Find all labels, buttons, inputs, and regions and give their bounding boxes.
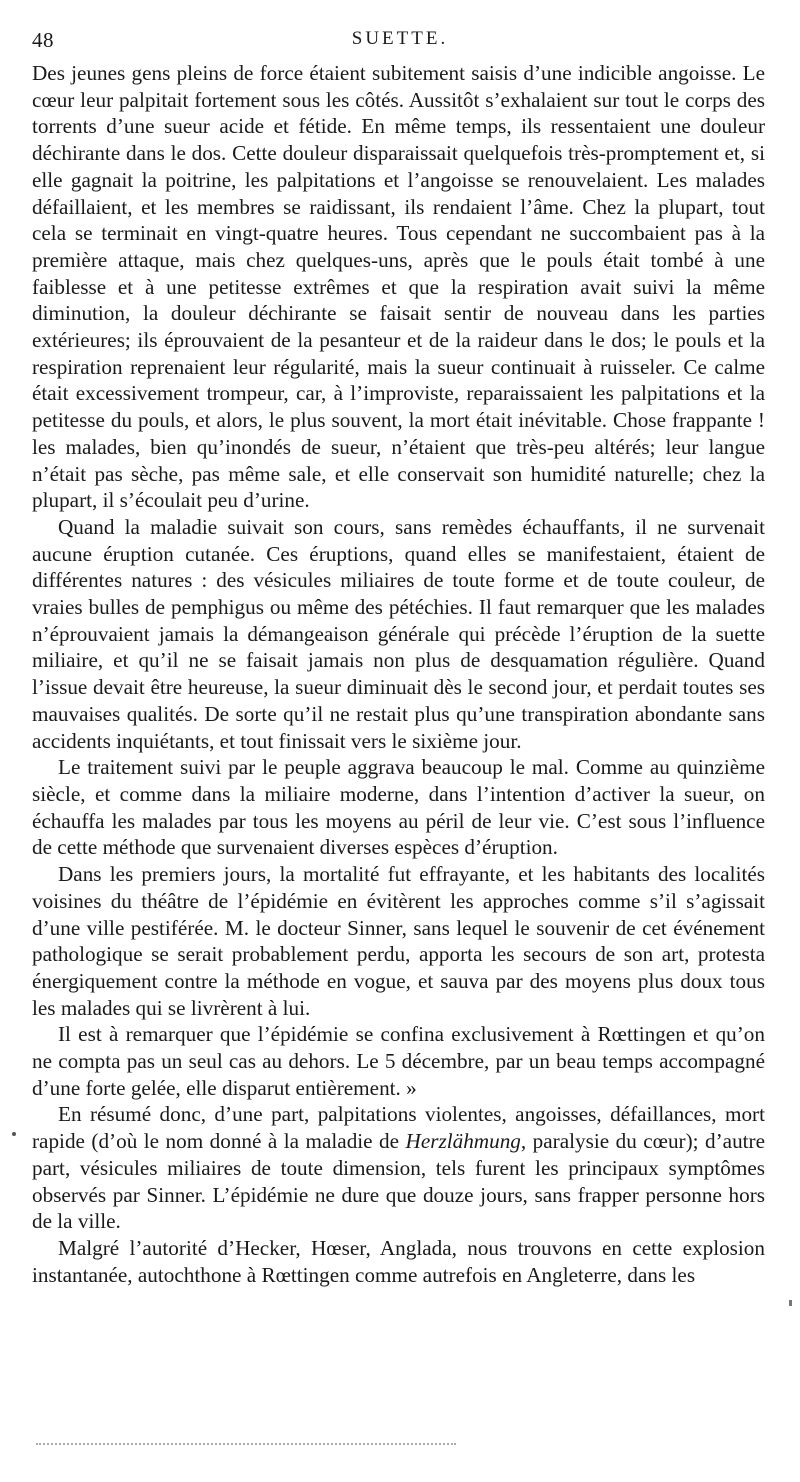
paragraph: Des jeunes gens pleins de force étaient subitement saisis d’une indicible angoisse. Le cœur leur palpitait fortement sous les côtés. Aussitôt s’exhalaient sur tout le corps des torrents d’une sueur acide et fétide. En même temps, ils ressentaient une douleur déchirante dans le dos. Cette douleur disparaissait quelquefois très-promptement et, si elle gagnait la poitrine, les palpitations et l’angoisse se renouvelaient. Les malades défaillaient, et les membres se raidissant, ils rendaient l’âme. Chez la plupart, tout cela se terminait en vingt-quatre heures. Tous cependant ne succombaient pas à la première attaque, mais chez quelques-uns, après que le pouls était tombé à une faiblesse et à une petitesse extrêmes et que la respiration avait suivi la même diminution, la douleur déchirante se faisait sentir de nouveau dans les parties extérieures; ils éprouvaient de la pesanteur et de la raideur dans le dos; le pouls et la respiration reprenaient leur régularité, mais la sueur continuait à ruisseler. Ce calme était excessivement trompeur, car, à l’improviste, reparaissaient les palpitations et la petitesse du pouls, et alors, le plus souvent, la mort était inévitable. Chose frappante ! les malades, bien qu’inondés de sueur, n’étaient que très-peu altérés; leur langue n’était pas sèche, pas même sale, et elle conservait son humidité naturelle; chez la plupart, il s’écoulait peu d’urine. (32, 61, 765, 513)
page-number: 48 (32, 28, 54, 52)
italic-term: Herzlähmung (405, 1129, 521, 1154)
page-header (32, 28, 768, 58)
bleed-through-rule (36, 1443, 456, 1445)
paragraph-text: En résumé donc, d’une part, palpitations violentes, angoisses, défaillances, mort rapide (d’où le nom donné à la maladie de (32, 1102, 765, 1154)
running-title: SUETTE. (351, 28, 449, 49)
paragraph: Malgré l’autorité d’Hecker, Hœser, Anglada, nous trouvons en cette explosion instantanée, autochthone à Rœttingen comme autrefois en Angleterre, dans les (32, 1235, 765, 1287)
paragraph: Dans les premiers jours, la mortalité fut effrayante, et les habitants des localités voisines du théâtre de l’épidémie en évitèrent les approches comme s’il s’agissait d’une ville pestiférée. M. le docteur Sinner, sans lequel le souvenir de cet événement pathologique se serait probablement perdu, apporta les secours de son art, protesta énergiquement contre la méthode en vogue, et sauva par des moyens plus doux tous les malades qui se livrèrent à lui. (32, 862, 765, 1020)
paragraph-text: , paralysie du cœur); d’autre part, vésicules miliaires de toute dimension, tels furent les principaux symptômes observés par Sinner. L’épidémie ne dure que douze jours, sans frapper personne hors de la ville. (32, 1129, 766, 1234)
paragraph: Le traitement suivi par le peuple aggrava beaucoup le mal. Comme au quinzième siècle, et comme dans la miliaire moderne, dans l’intention d’activer la sueur, on échauffa les malades par tous les moyens au péril de leur vie. C’est sous l’influence de cette méthode que survenaient diverses espèces d’éruption. (32, 755, 765, 860)
margin-speck (12, 1132, 16, 1136)
margin-speck (789, 1300, 792, 1306)
paragraph: Quand la maladie suivait son cours, sans remèdes échauffants, il ne survenait aucune éruption cutanée. Ces éruptions, quand elles se manifestaient, étaient de différentes natures : des vésicules miliaires de toute forme et de toute couleur, de vraies bulles de pemphigus ou même des pétéchies. Il faut remarquer que les malades n’éprouvaient jamais la démangeaison générale qui précède l’éruption de la suette miliaire, et qu’il ne se faisait jamais non plus de desquamation régulière. Quand l’issue devait être heureuse, la sueur diminuait dès le second jour, et perdait toutes ses mauvaises qualités. De sorte qu’il ne restait plus qu’une transpiration abondante sans accidents inquiétants, et tout finissait vers le sixième jour. (32, 514, 765, 753)
paragraph (32, 1101, 765, 1235)
body-text (32, 60, 765, 1288)
paragraph: Il est à remarquer que l’épidémie se confina exclusivement à Rœttingen et qu’on ne compta pas un seul cas au dehors. Le 5 décembre, par un beau temps accompagné d’une forte gelée, elle disparut entièrement. » (32, 1022, 765, 1100)
